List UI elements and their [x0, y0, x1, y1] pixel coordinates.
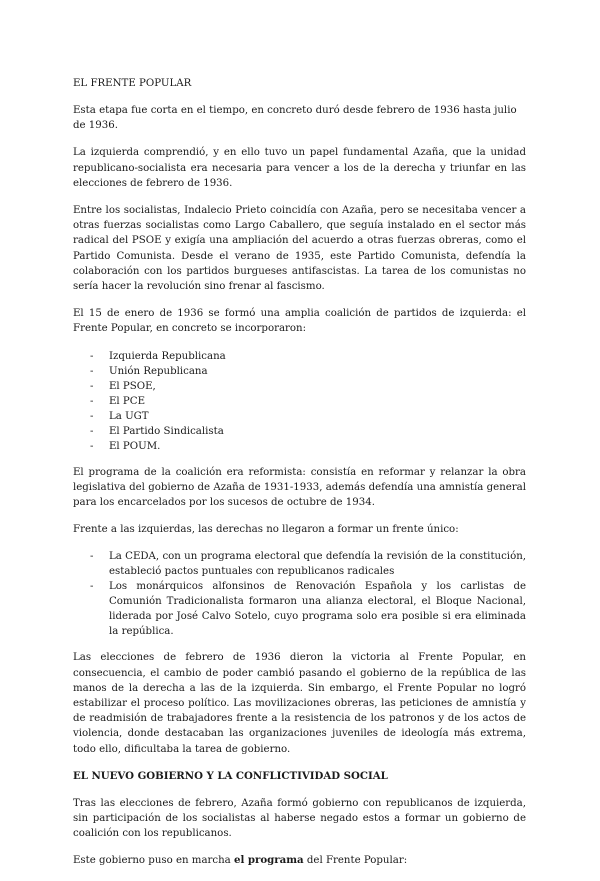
list-item: - El Partido Sindicalista — [90, 425, 224, 437]
paragraph-socialists: Entre los socialistas, Indalecio Prieto coincidía con Azaña, pero se necesitaba vencer a otras fuerzas socialistas como Largo Caballero, que seguía instalado en el sector más radical del PSOE y exigía una ampliación del acuerdo a otras fuerzas obreras, como el Partido Comunista. Desde el verano de 1935, este Partido Comunista, defendía la colaboración con los partidos burgueses antifascistas. La tarea de los comunistas no sería hacer la revolución sino frenar al fascismo. — [73, 205, 526, 293]
list-item: - La CEDA, con un programa electoral que defendía la revisión de la constitución, estableció pactos puntuales con republicanos radicales — [90, 551, 526, 578]
parties-list — [73, 349, 526, 454]
list-item: - La UGT — [90, 410, 149, 422]
paragraph-coalition: El 15 de enero de 1936 se formó una amplia coalición de partidos de izquierda: el Frente Popular, en concreto se incorporaron: — [73, 308, 526, 335]
paragraph-azana-government: Tras las elecciones de febrero, Azaña formó gobierno con republicanos de izquierda, sin participación de los socialistas al haberse negado estos a formar un gobierno de coalición con los republicanos. — [73, 797, 526, 840]
paragraph-program-start: Este gobierno puso en marcha el programa del Frente Popular: — [73, 854, 408, 867]
list-item: - Izquierda Republicana — [90, 350, 226, 362]
list-item: - Los monárquicos alfonsinos de Renovación Española y los carlistas de Comunión Tradicionalista formaron una alianza electoral, el Bloque Nacional, liderada por José Calvo Sotelo, cuyo programa solo era posible si era eliminada la república. — [90, 581, 526, 638]
paragraph-right-wing: Frente a las izquierdas, las derechas no llegaron a formar un frente único: — [73, 524, 459, 536]
document-body — [73, 76, 526, 881]
paragraph-program: El programa de la coalición era reformista: consistía en reformar y relanzar la obra legislativa del gobierno de Azaña de 1931-1933, además defendía una amnistía general para los encarcelados por los sucesos de octubre de 1934. — [73, 466, 526, 509]
section-title-nuevo-gobierno: EL NUEVO GOBIERNO Y LA CONFLICTIVIDAD SOCIAL — [73, 769, 388, 782]
right-groups-list — [73, 549, 526, 639]
paragraph-duration: Esta etapa fue corta en el tiempo, en concreto duró desde febrero de 1936 hasta julio de 1936. — [73, 105, 517, 132]
list-item: - El POUM. — [90, 440, 161, 452]
list-item: - El PCE — [90, 395, 146, 407]
paragraph-left-unity: La izquierda comprendió, y en ello tuvo un papel fundamental Azaña, que la unidad republicano-socialista era necesaria para vencer a los de la derecha y triunfar en las elecciones de febrero de 1936. — [73, 147, 526, 189]
section-title-frente-popular: EL FRENTE POPULAR — [73, 78, 192, 89]
list-item: - Unión Republicana — [90, 365, 208, 377]
list-item: - El PSOE, — [90, 380, 156, 392]
paragraph-elections: Las elecciones de febrero de 1936 dieron la victoria al Frente Popular, en consecuencia, el cambio de poder cambió pasando el gobierno de la república de las manos de la derecha a las de la izquierda. Sin embargo, el Frente Popular no logró estabilizar el proceso político. Las movilizaciones obreras, las peticiones de amnistía y de readmisión de trabajadores frente a la resistencia de los patronos y de los actos de violencia, donde destacaban las organizaciones juveniles de ideología más extrema, todo ello, dificultaba la tarea de gobierno. — [73, 652, 526, 755]
